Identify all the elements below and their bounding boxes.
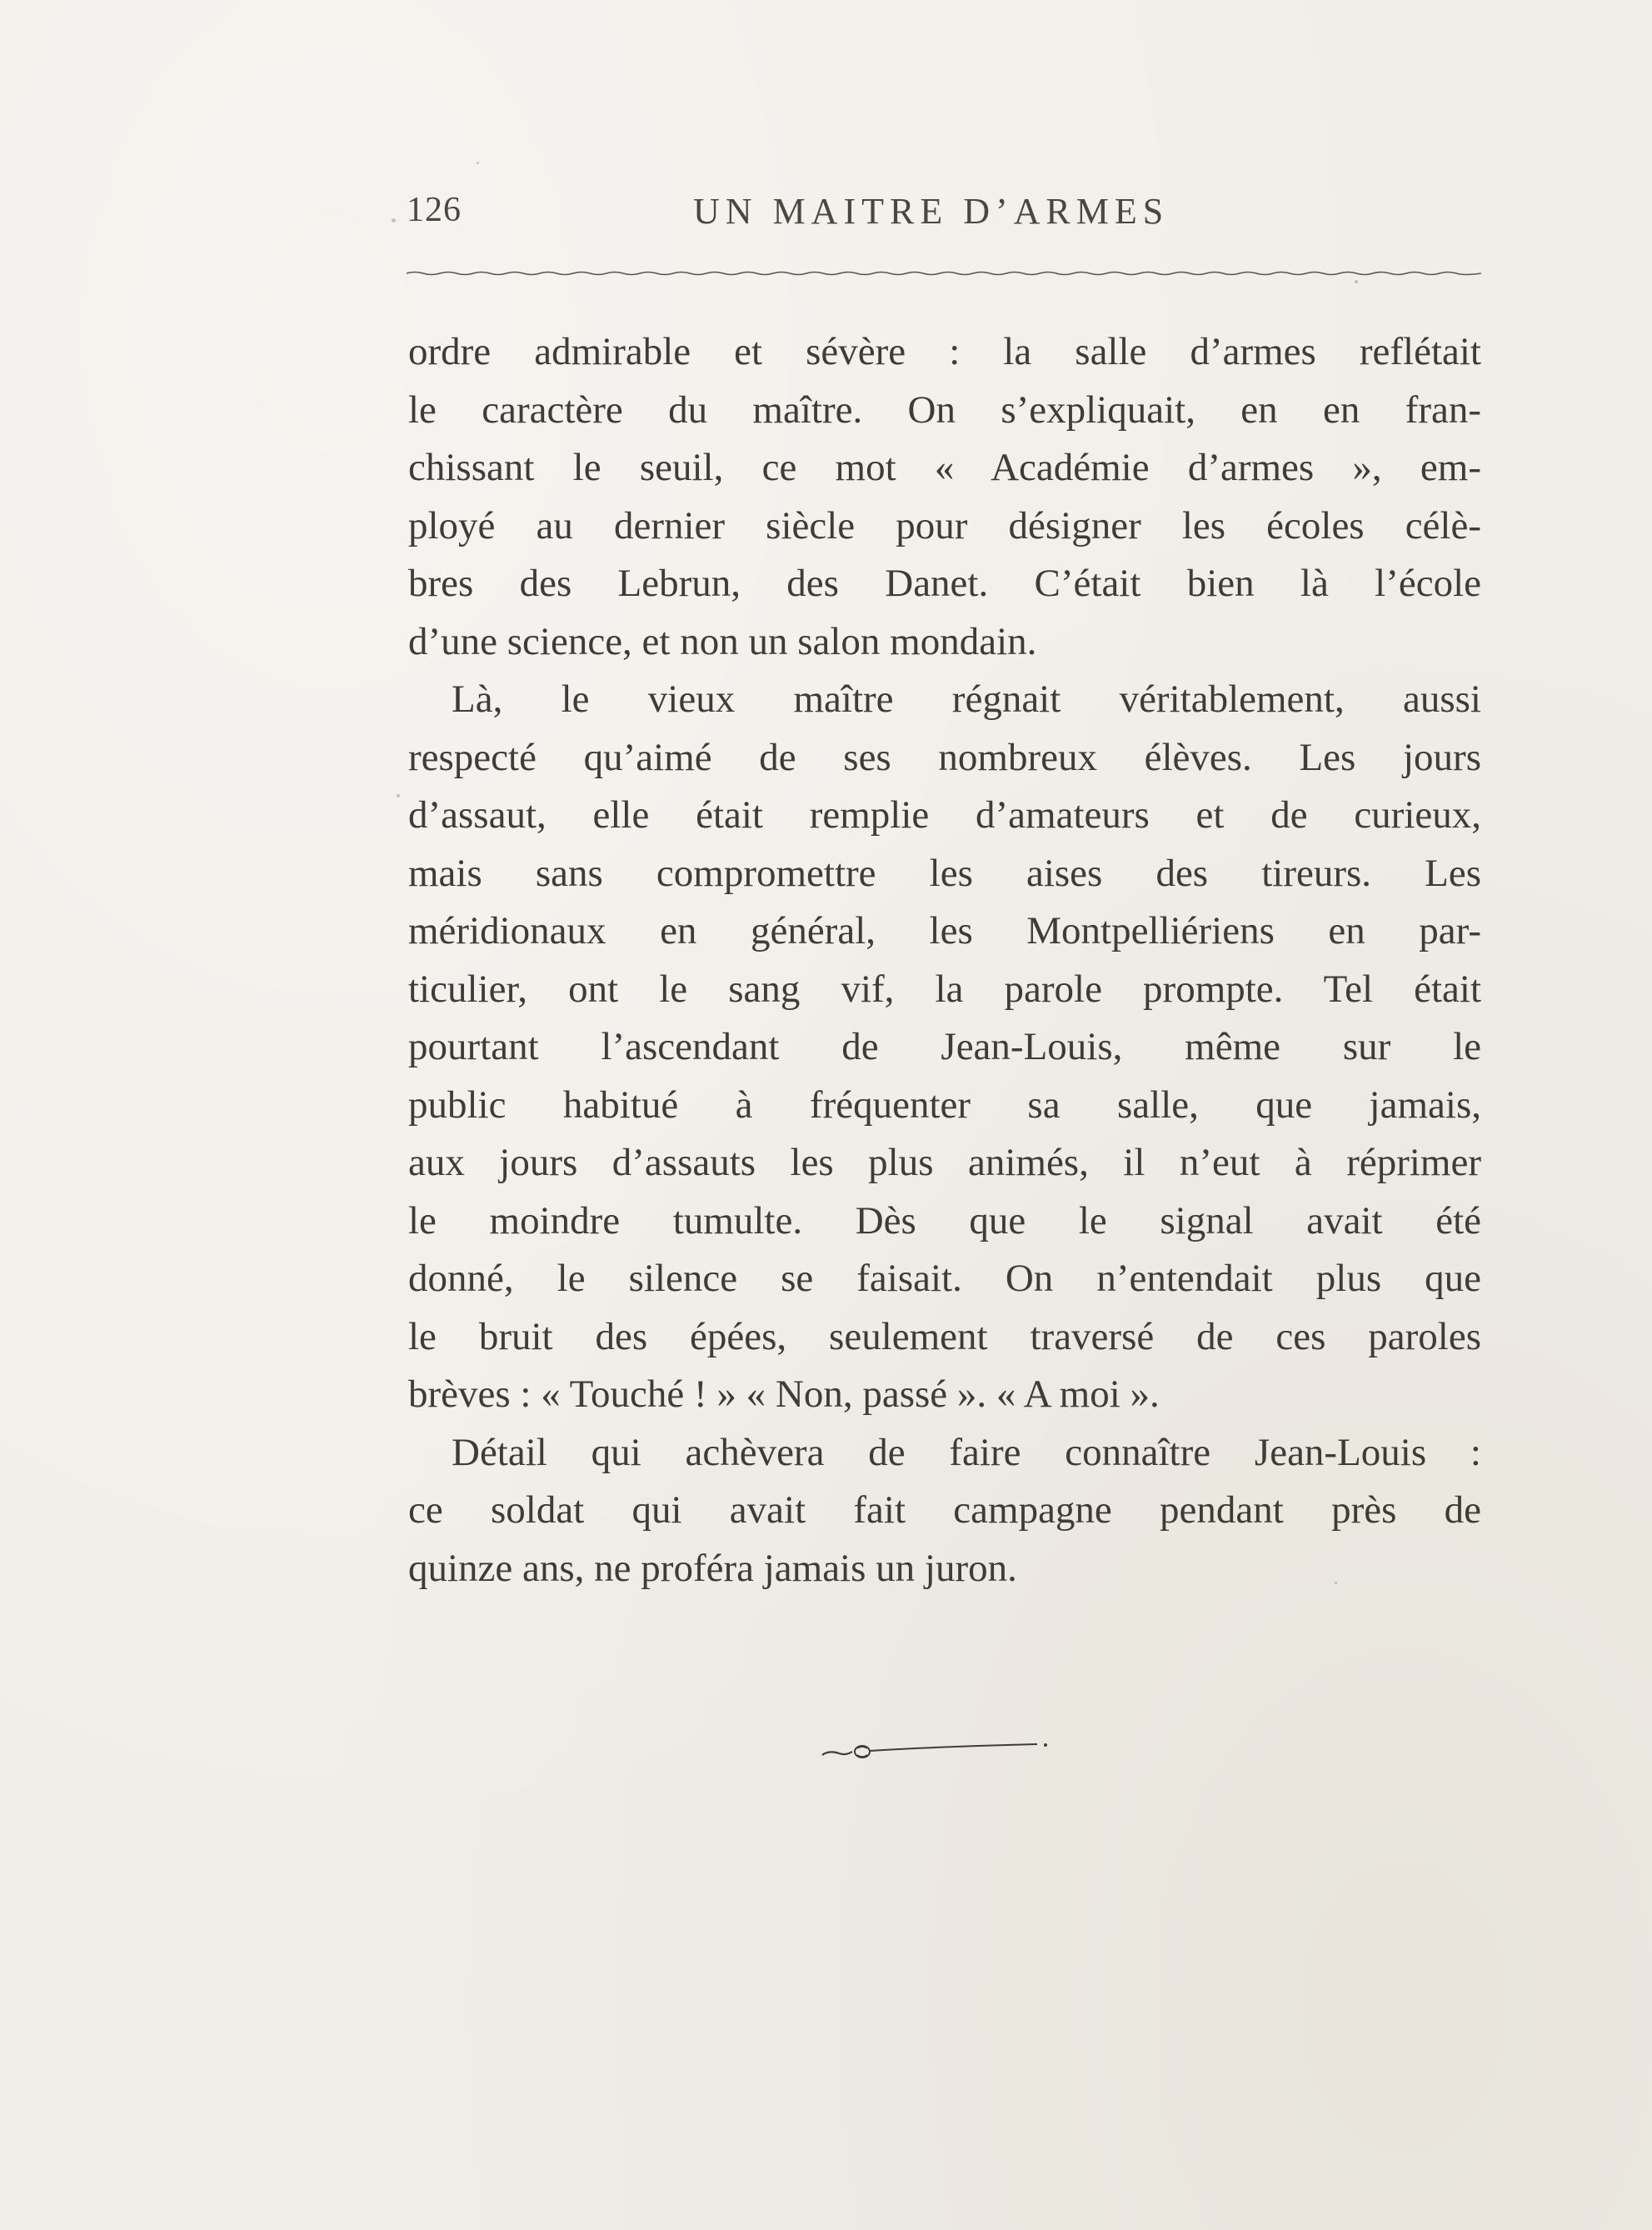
text-line: respecté qu’aimé de ses nombreux élèves. Les jours xyxy=(408,735,1481,779)
text-line: le caractère du maître. On s’expliquait, en en fran- xyxy=(408,388,1481,432)
text-line: d’assaut, elle était remplie d’amateurs et de curieux, xyxy=(408,793,1481,837)
text-line: aux jours d’assauts les plus animés, il n’eut à réprimer xyxy=(408,1141,1481,1184)
text-line: ce soldat qui avait fait campagne pendant près de xyxy=(408,1488,1481,1532)
text-line: Là, le vieux maître régnait véritablement, aussi xyxy=(452,678,1481,721)
tailpiece-ornament-icon xyxy=(821,1733,1054,1767)
paper-speck xyxy=(1355,280,1358,283)
text-line: méridionaux en général, les Montpelliériens en par- xyxy=(408,909,1481,952)
paper-speck xyxy=(397,794,400,798)
text-line: pourtant l’ascendant de Jean-Louis, même sur le xyxy=(408,1025,1481,1068)
paragraph-2 xyxy=(408,671,1481,1424)
text-line: donné, le silence se faisait. On n’entendait plus que xyxy=(408,1257,1481,1300)
page-header xyxy=(407,185,1481,243)
running-title: UN MAITRE D’ARMES xyxy=(693,191,1170,232)
text-line: brèves : « Touché ! » « Non, passé ». « A moi ». xyxy=(408,1372,1160,1416)
body-text xyxy=(408,323,1481,1598)
text-line: d’une science, et non un salon mondain. xyxy=(408,619,1037,663)
header-rule xyxy=(407,267,1481,280)
text-line: quinze ans, ne proféra jamais un juron. xyxy=(408,1546,1017,1590)
text-line: bres des Lebrun, des Danet. C’était bien là l’école xyxy=(408,562,1481,605)
paragraph-3 xyxy=(408,1424,1481,1598)
paper-speck xyxy=(1335,1582,1337,1584)
text-line: ployé au dernier siècle pour désigner les écoles célè- xyxy=(408,503,1481,548)
page-number: 126 xyxy=(407,191,462,229)
text-line: chissant le seuil, ce mot « Académie d’armes », em- xyxy=(408,446,1481,489)
text-line: public habitué à fréquenter sa salle, que jamais, xyxy=(408,1082,1481,1127)
paragraph-1 xyxy=(408,323,1481,671)
text-line: Détail qui achèvera de faire connaître Jean-Louis : xyxy=(452,1430,1481,1474)
text-line: le moindre tumulte. Dès que le signal avait été xyxy=(408,1198,1481,1242)
text-line: mais sans compromettre les aises des tireurs. Les xyxy=(408,851,1481,895)
text-line: ordre admirable et sévère : la salle d’armes reflétait xyxy=(408,330,1481,373)
paper-speck xyxy=(392,218,396,222)
text-line: ticulier, ont le sang vif, la parole prompte. Tel était xyxy=(408,967,1481,1011)
text-line: le bruit des épées, seulement traversé de ces paroles xyxy=(408,1314,1481,1358)
paper-speck xyxy=(477,162,479,164)
